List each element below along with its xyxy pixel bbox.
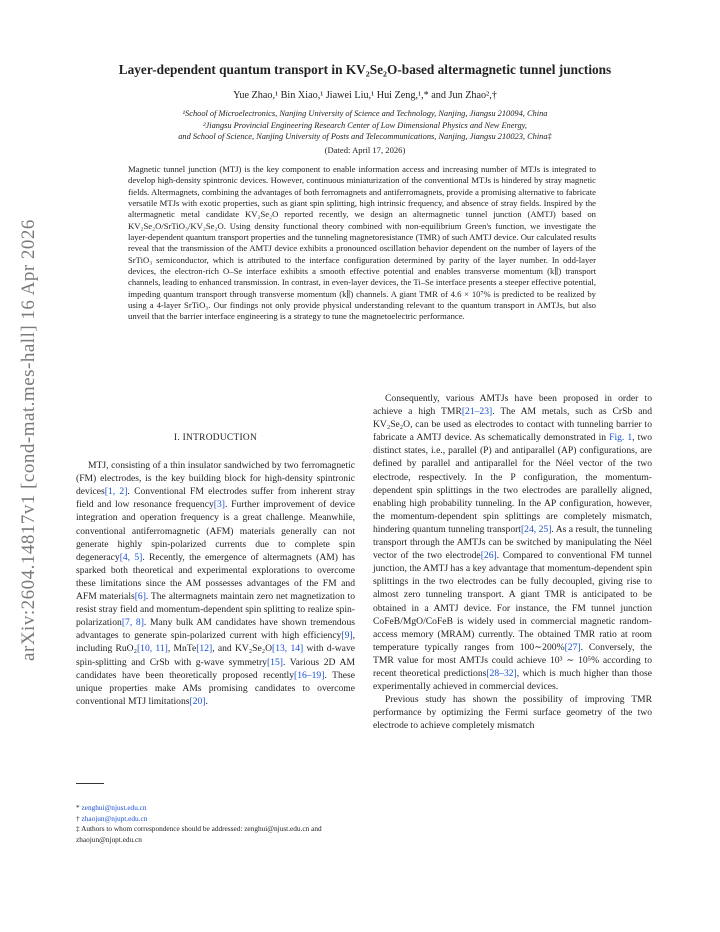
footnote-2 <box>76 814 355 825</box>
citation-link[interactable]: [28–32] <box>486 667 517 679</box>
intro-paragraph-2 <box>373 392 652 693</box>
text-run: . The AM metals, such as CrSb and KV₂Se₂O, can be used as electrodes to contact with tunneling barrier to fabricate a AMTJ device. As schematically demonstrated in <box>373 406 652 444</box>
author-list: Yue Zhao,¹ Bin Xiao,¹ Jiawei Liu,¹ Hui Zeng,¹,* and Jun Zhao²,† <box>233 90 497 101</box>
text-run: . Various 2D AM candidates have been theoretically proposed recently <box>76 656 355 681</box>
citation-link[interactable]: [10, 11] <box>136 643 168 655</box>
footnote-1 <box>76 803 355 814</box>
intro-paragraph-3: Previous study has shown the possibility of improving TMR performance by optimizing the Fermi surface geometry of the two electrode to achieve completely mismatch <box>373 694 652 732</box>
right-column <box>373 392 652 732</box>
figure-link[interactable]: Fig. 1 <box>609 432 633 444</box>
text-run: . Further improvement of device integration and operation frequency is a great challenge. Meanwhile, conventional antiferromagnetic (AFM) materials generally can not generate highly spin-polarized currents due to complete spin degeneracy <box>76 499 356 563</box>
footnote-divider <box>76 783 104 784</box>
citation-link[interactable]: [3] <box>213 499 225 511</box>
email-link[interactable]: zenghui@njust.edu.cn <box>81 803 147 812</box>
citation-link[interactable]: [20] <box>189 695 206 707</box>
affiliations <box>80 108 650 143</box>
footnote-mark: * <box>76 803 80 812</box>
text-run: MTJ, consisting of a thin insulator sandwiched by two ferromagnetic (FM) electrodes, is the key building block for high-density spintronic devices <box>76 460 355 498</box>
affiliation-1: ¹School of Microelectronics, Nanjing University of Science and Technology, Nanjing, Jiangsu 210094, China <box>182 109 548 118</box>
footnotes <box>76 803 355 845</box>
text-run: Consequently, various AMTJs have been proposed in order to achieve a high TMR <box>373 393 652 418</box>
date-line: (Dated: April 17, 2026) <box>324 145 406 155</box>
text-run: . These unique properties make AMs promising candidates to overcome conventional MTJ limitations <box>76 669 355 707</box>
text-run: . <box>205 695 208 707</box>
left-column <box>76 432 355 708</box>
citation-link[interactable]: [24, 25] <box>520 523 552 535</box>
intro-paragraph-1 <box>76 459 355 708</box>
text-run: . The altermagnets maintain zero net magnetization to resist stray field and momentum-dependent spin splitting to realize spin-polarization <box>76 591 355 629</box>
citation-link[interactable]: [1, 2] <box>104 486 128 498</box>
text-run: . Many bulk AM candidates have shown tremendous advantages to generate spin-polarized current with high efficiency <box>76 617 356 642</box>
paper-title: Layer-dependent quantum transport in KV₂Se₂O-based altermagnetic tunnel junctions <box>118 62 612 77</box>
abstract: Magnetic tunnel junction (MTJ) is the key component to enable information access and increasing number of MTJs is integrated to develop high-density spintronic devices. However, continuous miniaturization of the conventional MTJs is hindered by stray magnetic fields. Altermagnets, combining the advantages of both ferromagnets and antiferromagnets, provide a promising alternative to fabricate versatile MTJs with exotic properties, such as giant spin splitting, high intrinsic frequency, and absence of stray fields. Inspired by the altermagnetic metal candidate KV₂Se₂O reported recently, we design an altermagnetic tunnel junction (AMTJ) based on KV₂Se₂O/SrTiO₃/KV₂Se₂O. Using density functional theory combined with non-equilibrium Green's function, we investigate the layer-dependent quantum transport properties and the tunneling magnetoresistance (TMR) of such AMTJ device. Our calculated results reveal that the transmission of the AMTJ device exhibits a pronounced oscillation behavior dependent on the number of layers of the SrTiO₃ semiconductor, which is attributed to the interface configuration determined by parity of the layer number. In odd-layer devices, the electron-rich O–Se interface exhibits a smooth effective potential and enables transverse momentum (k∥) transport channels, leading to enhanced transmission. In contrast, in even-layer devices, the Ti–Se interface presents a steeper effective potential, impeding quantum transport through transverse momentum (k∥) channels. A giant TMR of 4.6 × 10⁷% is predicted to be realized by using a 4-layer SrTiO₃. Our findings not only provide physical understanding relevant to the quantum transport in AMTJs, but also unveil that the barrier interface engineering is a strategy to tune the magnetoelectric performance. <box>128 164 596 322</box>
citation-link[interactable]: [15] <box>266 656 283 668</box>
text-run: , two distinct states, i.e., parallel (P) and antiparallel (AP) configurations, are defined by parallel and antiparallel for the Néel vector of the two electrode, respectively. In the P configuration, the momentum-dependent spin splittings in the two electrodes are parallelly aligned, enabling high probability tunneling. In the AP configuration, however, the momentum-dependent spin splittings are completely mismatch, hindering quantum tunneling transport <box>373 432 652 535</box>
citation-link[interactable]: [9] <box>341 630 353 642</box>
text-run: . Conventional FM electrodes suffer from inherent stray field and low resonance frequency <box>76 486 355 511</box>
arxiv-identifier: arXiv:2604.14817v1 [cond-mat.mes-hall] 16 Apr 2026 <box>18 219 39 661</box>
text-run: . Compared to conventional FM tunnel junction, the AMTJ has a key advantage that momentum-dependent spin splittings in the two electrodes can be fully decoupled, giving rise to almost zero tunneling transport. A giant TMR is anticipated to be obtained in a AMTJ device. For instance, the FM tunnel junction CoFeB/MgO/CoFeB is widely used in commercial magnetic random-access memory (MRAM) currently. The obtained TMR ratio at room temperature typically ranges from 100∼200% <box>373 550 652 653</box>
citation-link[interactable]: [4, 5] <box>119 551 143 563</box>
citation-link[interactable]: [12] <box>196 643 213 655</box>
citation-link[interactable]: [7, 8] <box>121 617 144 629</box>
citation-link[interactable]: [13, 14] <box>272 643 304 655</box>
text-run: . Recently, the emergence of altermagnets (AM) has sparked both theoretical and experimental explorations to overcome these limitations since the AM possesses advantages of the FM and AFM materials <box>76 551 355 603</box>
text-run: , which is much higher than those experimentally achieved in commercial devices. <box>373 667 652 693</box>
affiliation-3: and School of Science, Nanjing University of Posts and Telecommunications, Nanjing, Jiangsu 210023, China‡ <box>178 132 552 141</box>
text-run: , MnTe <box>167 643 197 655</box>
text-run: . Conversely, the TMR value for most AMTJs could achieve 10³ ∼ 10⁵% according to recent theoretical predictions <box>373 641 652 679</box>
footnote-mark: † <box>76 813 80 823</box>
section-heading: I. INTRODUCTION <box>173 433 258 443</box>
citation-link[interactable]: [6] <box>134 591 146 603</box>
citation-link[interactable]: [26] <box>480 550 497 562</box>
citation-link[interactable]: [16–19] <box>294 669 325 681</box>
arxiv-sidebar <box>8 190 50 690</box>
text-run: , including RuO₂ <box>76 630 355 655</box>
text-run: . As a result, the tunneling transport through the AMTJs can be switched by manipulating the Néel vector of the two electrode <box>373 523 652 562</box>
citation-link[interactable]: [21–23] <box>461 406 493 418</box>
footnote-3: ‡ Authors to whom correspondence should be addressed: zenghui@njust.edu.cn and zhaojun@njupt.edu.cn <box>76 824 322 844</box>
text-run: , and KV₂Se₂O <box>212 643 273 655</box>
citation-link[interactable]: [27] <box>564 641 581 653</box>
text-run: with d-wave spin-splitting and CrSb with g-wave symmetry <box>76 643 355 668</box>
affiliation-2: ²Jiangsu Provincial Engineering Research Center of Low Dimensional Physics and New Energy, <box>203 120 527 130</box>
email-link[interactable]: zhaojun@njupt.edu.cn <box>81 813 148 823</box>
